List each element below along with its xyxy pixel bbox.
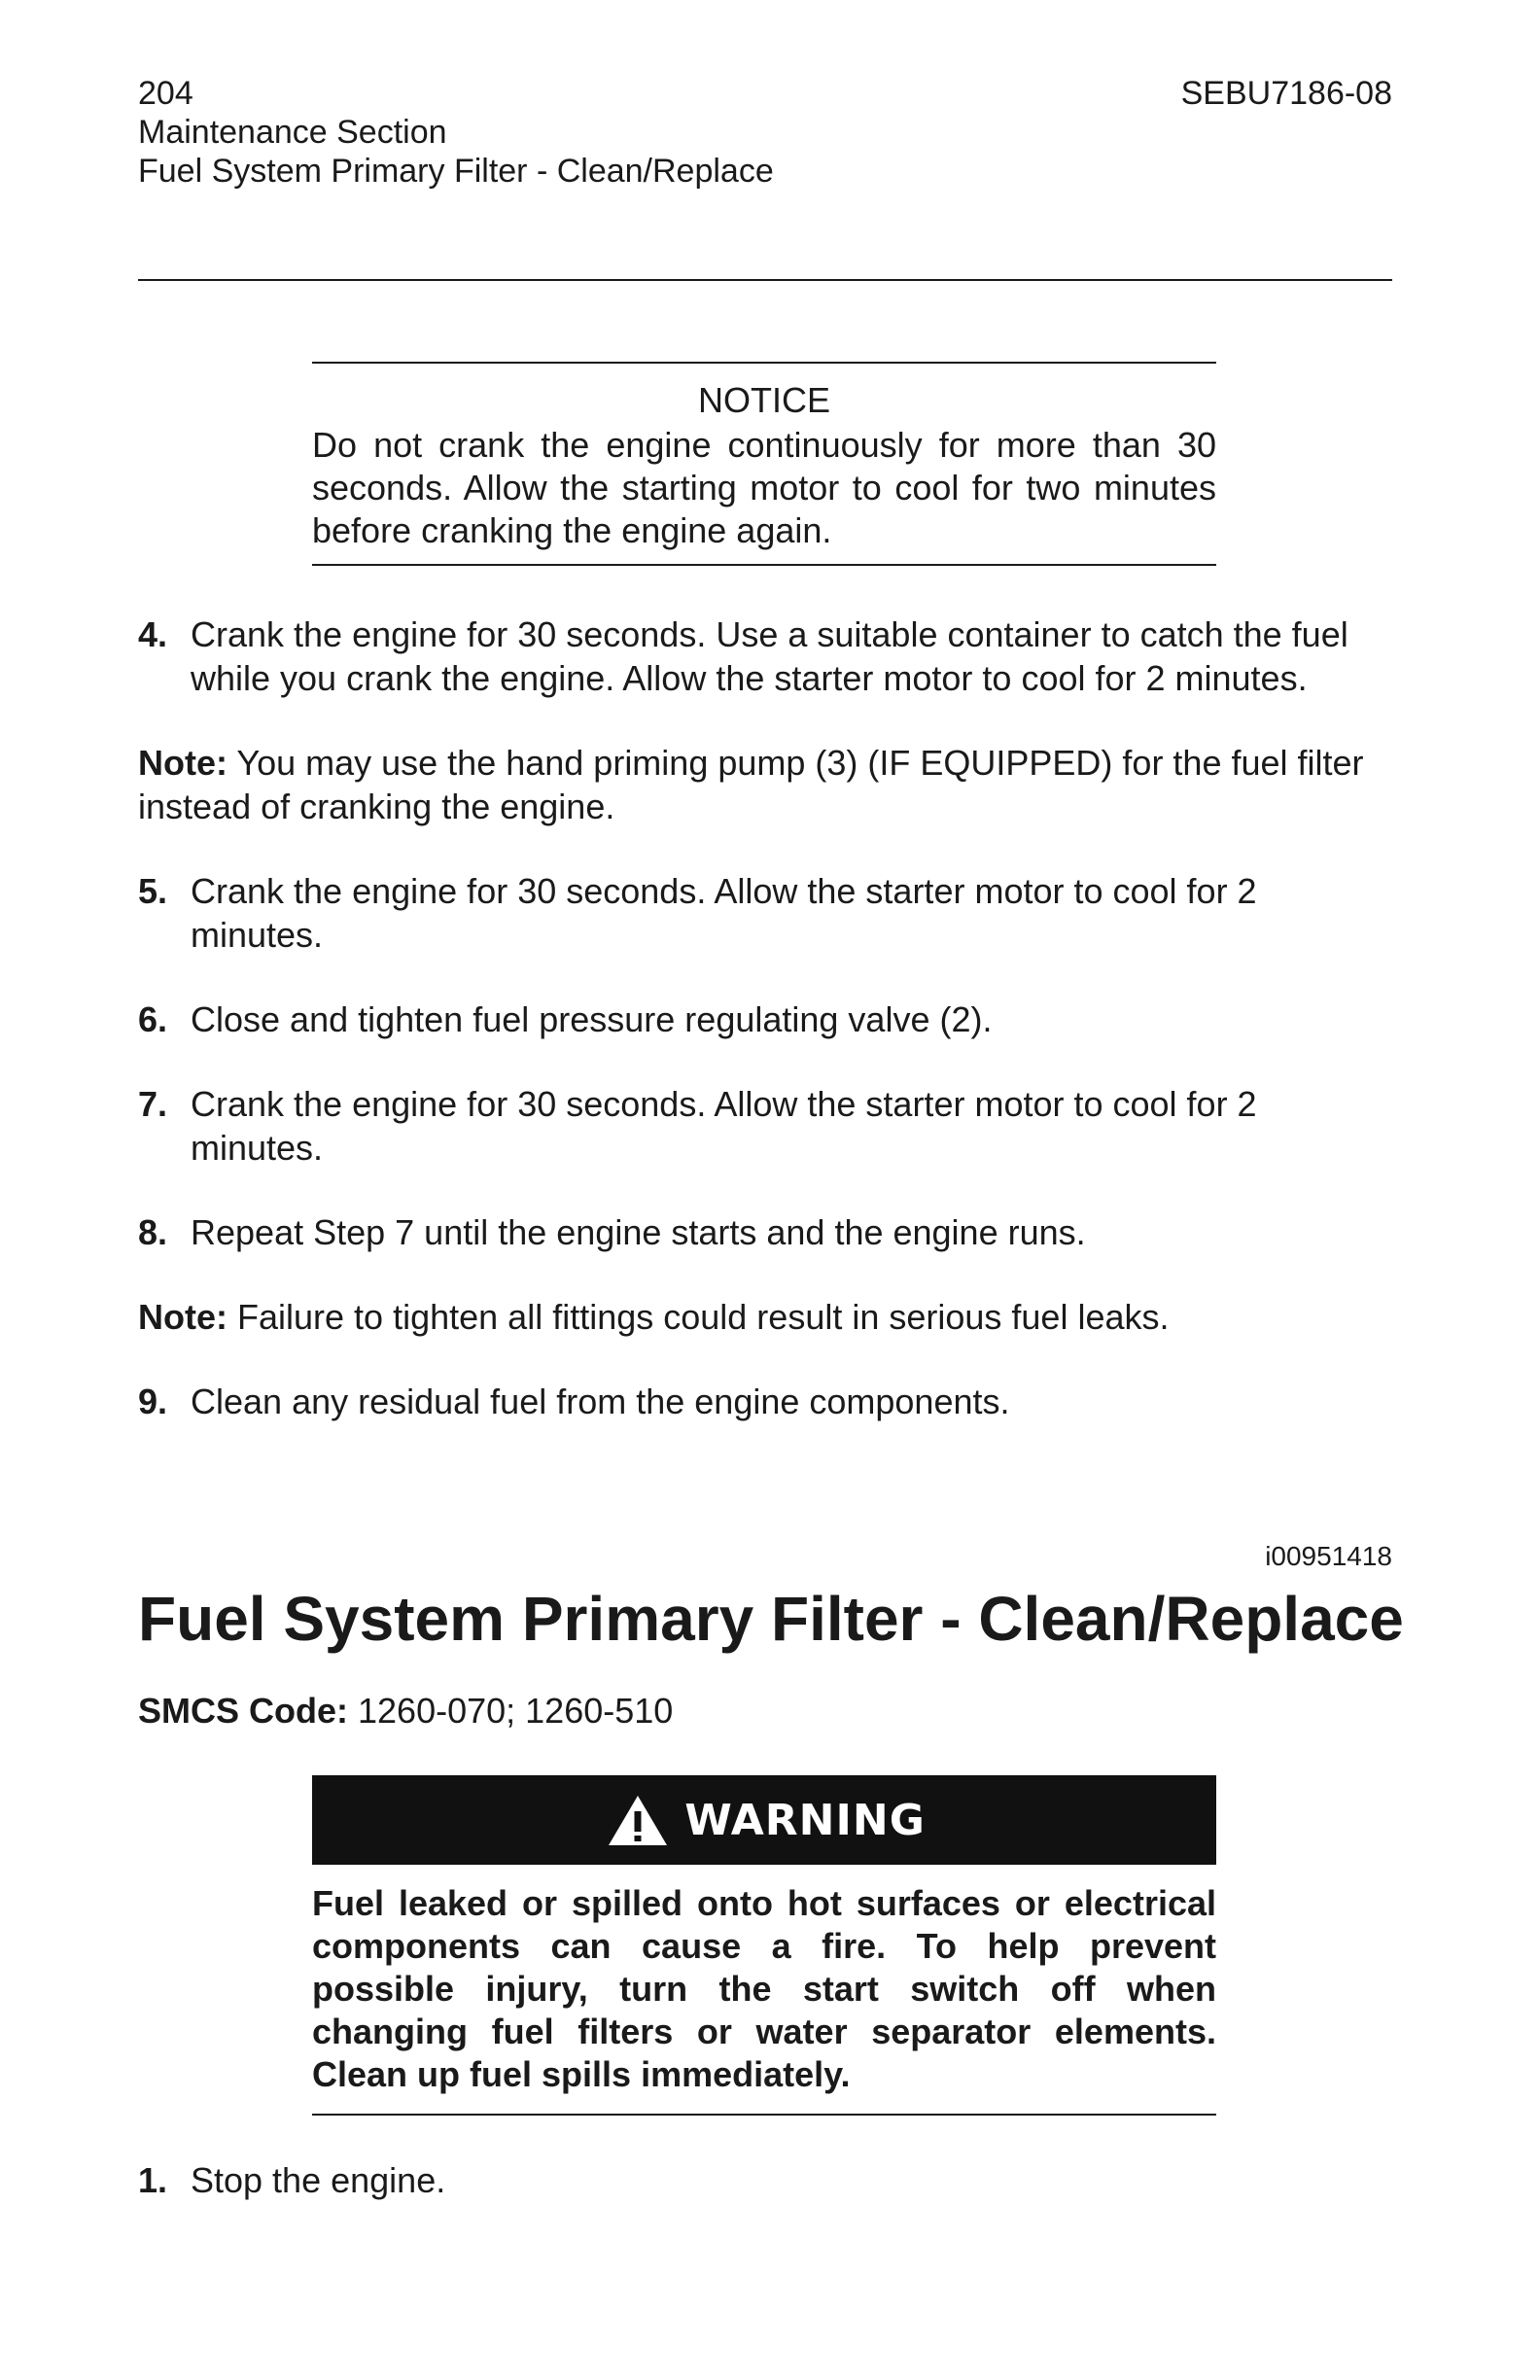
note-text: Failure to tighten all fittings could result in serious fuel leaks. xyxy=(237,1297,1170,1337)
smcs-label: SMCS Code: xyxy=(138,1691,348,1731)
procedure-content xyxy=(138,612,1392,1464)
notice-text: Do not crank the engine continuously for more than 30 seconds. Allow the starting motor to cool for two minutes before cranking the engine again. xyxy=(312,425,1216,550)
section-name: Maintenance Section xyxy=(138,114,447,151)
step-number: 9. xyxy=(138,1382,168,1421)
step-number: 5. xyxy=(138,871,168,911)
note-label: Note: xyxy=(138,1297,228,1337)
note xyxy=(138,1295,1392,1339)
step-text: Stop the engine. xyxy=(191,2160,446,2200)
step-number: 8. xyxy=(138,1212,168,1252)
step-text: Crank the engine for 30 seconds. Allow the starter motor to cool for 2 minutes. xyxy=(191,1084,1257,1168)
step-number: 4. xyxy=(138,614,168,654)
note-label: Note: xyxy=(138,743,228,783)
procedure-step xyxy=(138,869,1392,957)
warning-banner xyxy=(312,1775,1216,1865)
step-number: 1. xyxy=(138,2160,168,2200)
notice-box xyxy=(312,362,1216,566)
procedure-step xyxy=(138,1210,1392,1254)
reference-id: i00951418 xyxy=(1265,1541,1392,1571)
topic-name: Fuel System Primary Filter - Clean/Replace xyxy=(138,153,774,190)
document-code: SEBU7186-08 xyxy=(1180,75,1392,112)
warning-text: Fuel leaked or spilled onto hot surfaces or electrical components can cause a fire. To help prevent possible injury, turn the start switch off when changing fuel filters or water separator elements. Clean up fuel spills immediately. xyxy=(312,1882,1216,2116)
warning-label: WARNING xyxy=(684,1795,926,1845)
smcs-code xyxy=(138,1690,673,1732)
step-text: Repeat Step 7 until the engine starts and the engine runs. xyxy=(191,1212,1086,1252)
page-number: 204 xyxy=(138,75,193,112)
page-header xyxy=(138,74,1392,191)
step-number: 7. xyxy=(138,1084,168,1124)
procedure-step xyxy=(138,998,1392,1041)
procedure-step xyxy=(138,612,1392,700)
procedure-step-row xyxy=(138,2158,1392,2202)
step-text: Clean any residual fuel from the engine components. xyxy=(191,1382,1010,1421)
warning-box xyxy=(312,1775,1216,2116)
note xyxy=(138,741,1392,828)
step-text: Crank the engine for 30 seconds. Use a suitable container to catch the fuel while you crank the engine. Allow the starter motor to cool for 2 minutes. xyxy=(191,614,1348,698)
step-text: Close and tighten fuel pressure regulating valve (2). xyxy=(191,999,993,1039)
step-text: Crank the engine for 30 seconds. Allow the starter motor to cool for 2 minutes. xyxy=(191,871,1257,955)
header-divider xyxy=(138,279,1392,281)
note-text: You may use the hand priming pump (3) (IF EQUIPPED) for the fuel filter instead of cranking the engine. xyxy=(138,743,1364,826)
procedure-step xyxy=(138,1380,1392,1423)
step-number: 6. xyxy=(138,999,168,1039)
procedure-step xyxy=(138,2158,1392,2243)
section-title: Fuel System Primary Filter - Clean/Replace xyxy=(138,1584,1404,1654)
notice-title: NOTICE xyxy=(697,380,830,420)
procedure-step xyxy=(138,1082,1392,1170)
smcs-value: 1260-070; 1260-510 xyxy=(358,1691,674,1731)
warning-triangle-icon xyxy=(607,1793,669,1847)
